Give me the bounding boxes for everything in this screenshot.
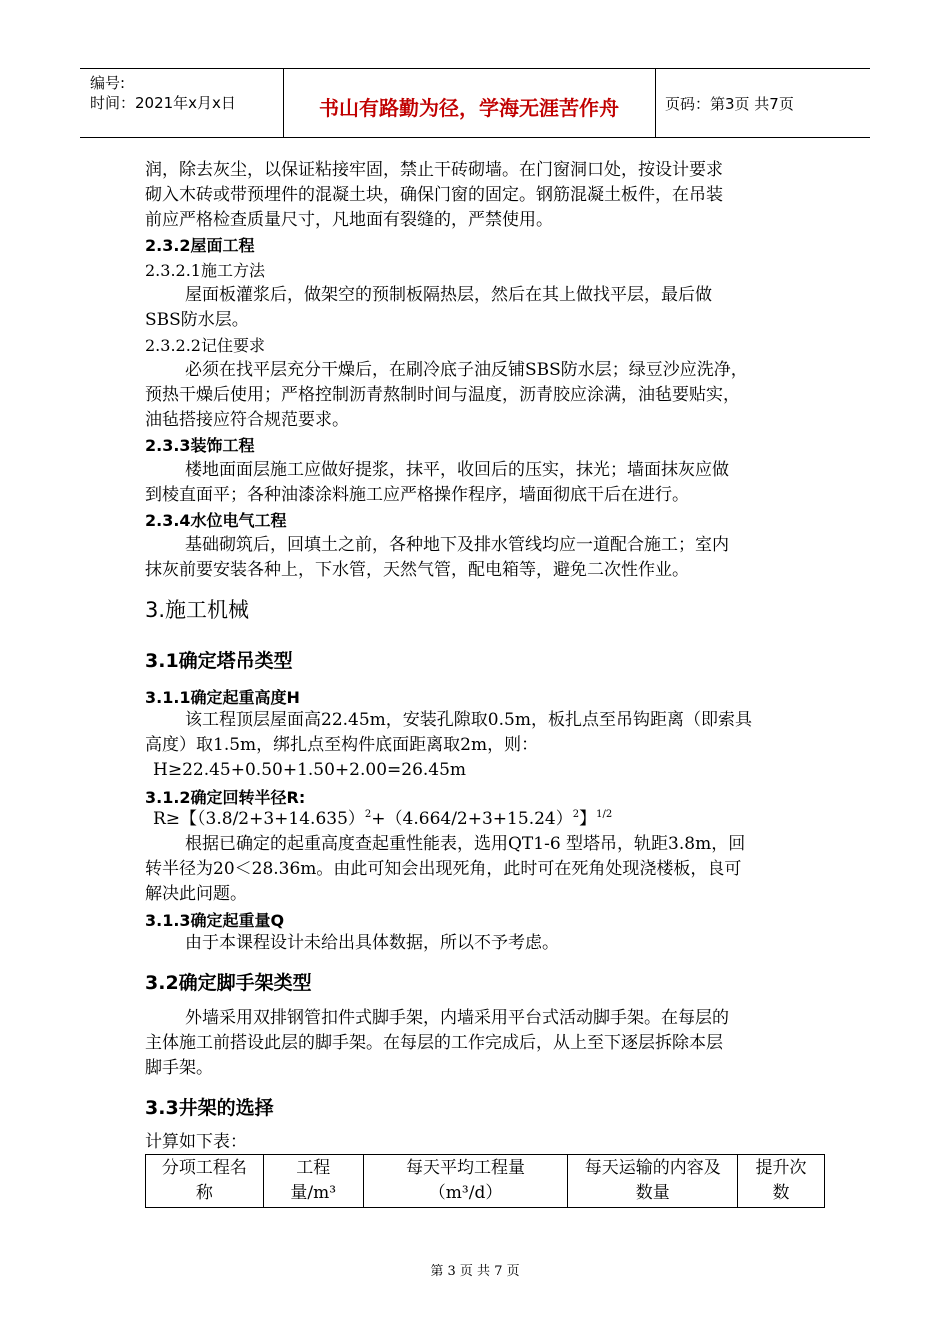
subsection-heading-3-1-3: 3.1.3确定起重量Q xyxy=(145,911,285,930)
table-header-cell xyxy=(146,1155,264,1208)
document-time-label: 时间：2021年x月x日 xyxy=(90,94,236,112)
formula-part: +（4.664/2+3+15.24） xyxy=(371,809,573,829)
text-line: 必须在找平层充分干燥后，在刷冷底子油反铺SBS防水层；绿豆沙应洗净， xyxy=(185,360,748,380)
paragraph-3-1-3 xyxy=(145,931,825,956)
header-line: 称 xyxy=(195,1183,213,1203)
formula-height: H≥22.45+0.50+1.50+2.00=26.45m xyxy=(153,760,467,780)
formula-exponent: 2 xyxy=(364,809,372,820)
header-page-number: 页码：第3页 共7页 xyxy=(665,95,794,113)
formula-part: 】 xyxy=(579,809,597,829)
paragraph-3-1-1 xyxy=(145,708,825,783)
header-line: 分项工程名 xyxy=(161,1158,247,1178)
section-heading-2-3-3: 2.3.3装饰工程 xyxy=(145,436,255,455)
text-line: 外墙采用双排钢管扣件式脚手架，内墙采用平台式活动脚手架。在每层的 xyxy=(185,1008,729,1028)
table-header-cell xyxy=(738,1155,825,1208)
header-line: 数量 xyxy=(635,1183,670,1203)
text-line: 润，除去灰尘，以保证粘接牢固，禁止干砖砌墙。在门窗洞口处，按设计要求 xyxy=(145,160,723,180)
header-page-cell xyxy=(655,69,870,137)
text-line: 由于本课程设计未给出具体数据，所以不予考虑。 xyxy=(185,933,559,953)
text-line: 抹灰前要安装各种上，下水管，天然气管，配电箱等，避免二次性作业。 xyxy=(145,560,689,580)
section-heading-2-3-4: 2.3.4水位电气工程 xyxy=(145,511,287,530)
header-line: （m³/d） xyxy=(428,1183,503,1203)
text-line: 解决此问题。 xyxy=(145,884,247,904)
header-line: 工程 xyxy=(296,1158,331,1178)
text-line: 屋面板灌浆后，做架空的预制板隔热层，然后在其上做找平层，最后做 xyxy=(185,285,712,305)
table-intro: 计算如下表： xyxy=(145,1132,247,1152)
text-line: 砌入木砖或带预埋件的混凝土块，确保门窗的固定。钢筋混凝土板件，在吊装 xyxy=(145,185,723,205)
paragraph-3-1-2 xyxy=(145,807,825,907)
section-heading-3-1: 3.1确定塔吊类型 xyxy=(145,650,293,672)
formula-exponent: 2 xyxy=(572,809,580,820)
table-header-cell xyxy=(263,1155,363,1208)
document-number-label: 编号: xyxy=(90,74,126,92)
paragraph-2-3-2-1 xyxy=(145,283,825,333)
page-footer: 第 3 页 共 7 页 xyxy=(430,1264,520,1279)
header-line: 提升次 xyxy=(755,1158,807,1178)
header-meta-cell xyxy=(80,69,284,137)
text-line: 脚手架。 xyxy=(145,1058,213,1078)
paragraph-2-3-2-2 xyxy=(145,358,825,433)
text-line: 前应严格检查质量尺寸，凡地面有裂缝的，严禁使用。 xyxy=(145,210,553,230)
table-header-cell xyxy=(363,1155,568,1208)
header-line: 每天运输的内容及 xyxy=(584,1158,721,1178)
subsection-heading-3-1-2: 3.1.2确定回转半径R: xyxy=(145,788,306,807)
subsection-heading-3-1-1: 3.1.1确定起重高度H xyxy=(145,688,300,707)
text-line: 根据已确定的起重高度查起重性能表，选用QT1-6 型塔吊，轨距3.8m，回 xyxy=(185,834,746,854)
paragraph-2-3-4 xyxy=(145,533,825,583)
subsection-heading-2-3-2-1: 2.3.2.1施工方法 xyxy=(145,261,265,280)
text-line: 主体施工前搭设此层的脚手架。在每层的工作完成后，从上至下逐层拆除本层 xyxy=(145,1033,723,1053)
header-line: 每天平均工程量 xyxy=(406,1158,526,1178)
header-line: 量/m³ xyxy=(290,1183,337,1203)
table-header-cell xyxy=(568,1155,738,1208)
text-line: 油毡搭接应符合规范要求。 xyxy=(145,410,349,430)
subsection-heading-2-3-2-2: 2.3.2.2记住要求 xyxy=(145,336,265,355)
formula-part: R≥【（3.8/2+3+14.635） xyxy=(153,809,365,829)
table-header-row xyxy=(146,1155,825,1208)
section-heading-3-3: 3.3井架的选择 xyxy=(145,1097,274,1119)
section-heading-2-3-2: 2.3.2屋面工程 xyxy=(145,236,255,255)
header-motto: 书山有路勤为径，学海无涯苦作舟 xyxy=(319,96,619,120)
text-line: 到棱直面平；各种油漆涂料施工应严格操作程序，墙面彻底干后在进行。 xyxy=(145,485,689,505)
header-line: 数 xyxy=(772,1183,790,1203)
chapter-heading-3: 3.施工机械 xyxy=(145,598,250,622)
header-motto-cell xyxy=(283,69,656,137)
page-header xyxy=(80,68,870,138)
hoist-calculation-table xyxy=(145,1154,825,1208)
text-line: 该工程顶层屋面高22.45m，安装孔隙取0.5m，板扎点至吊钩距离（即索具 xyxy=(185,710,752,730)
text-line: 楼地面面层施工应做好提浆，抹平，收回后的压实，抹光；墙面抹灰应做 xyxy=(185,460,729,480)
text-line: SBS防水层。 xyxy=(145,310,249,330)
paragraph-continued xyxy=(145,158,825,233)
text-line: 基础砌筑后，回填土之前，各种地下及排水管线均应一道配合施工；室内 xyxy=(185,535,729,555)
section-heading-3-2: 3.2确定脚手架类型 xyxy=(145,972,312,994)
paragraph-2-3-3 xyxy=(145,458,825,508)
text-line: 预热干燥后使用；严格控制沥青熬制时间与温度，沥青胶应涂满，油毡要贴实， xyxy=(145,385,740,405)
paragraph-3-2 xyxy=(145,1006,825,1081)
text-line: 高度）取1.5m，绑扎点至构件底面距离取2m，则： xyxy=(145,735,539,755)
formula-radius xyxy=(145,807,825,832)
formula-exponent: 1/2 xyxy=(596,809,613,820)
text-line: 转半径为20＜28.36m。由此可知会出现死角，此时可在死角处现浇楼板，良可 xyxy=(145,859,742,879)
